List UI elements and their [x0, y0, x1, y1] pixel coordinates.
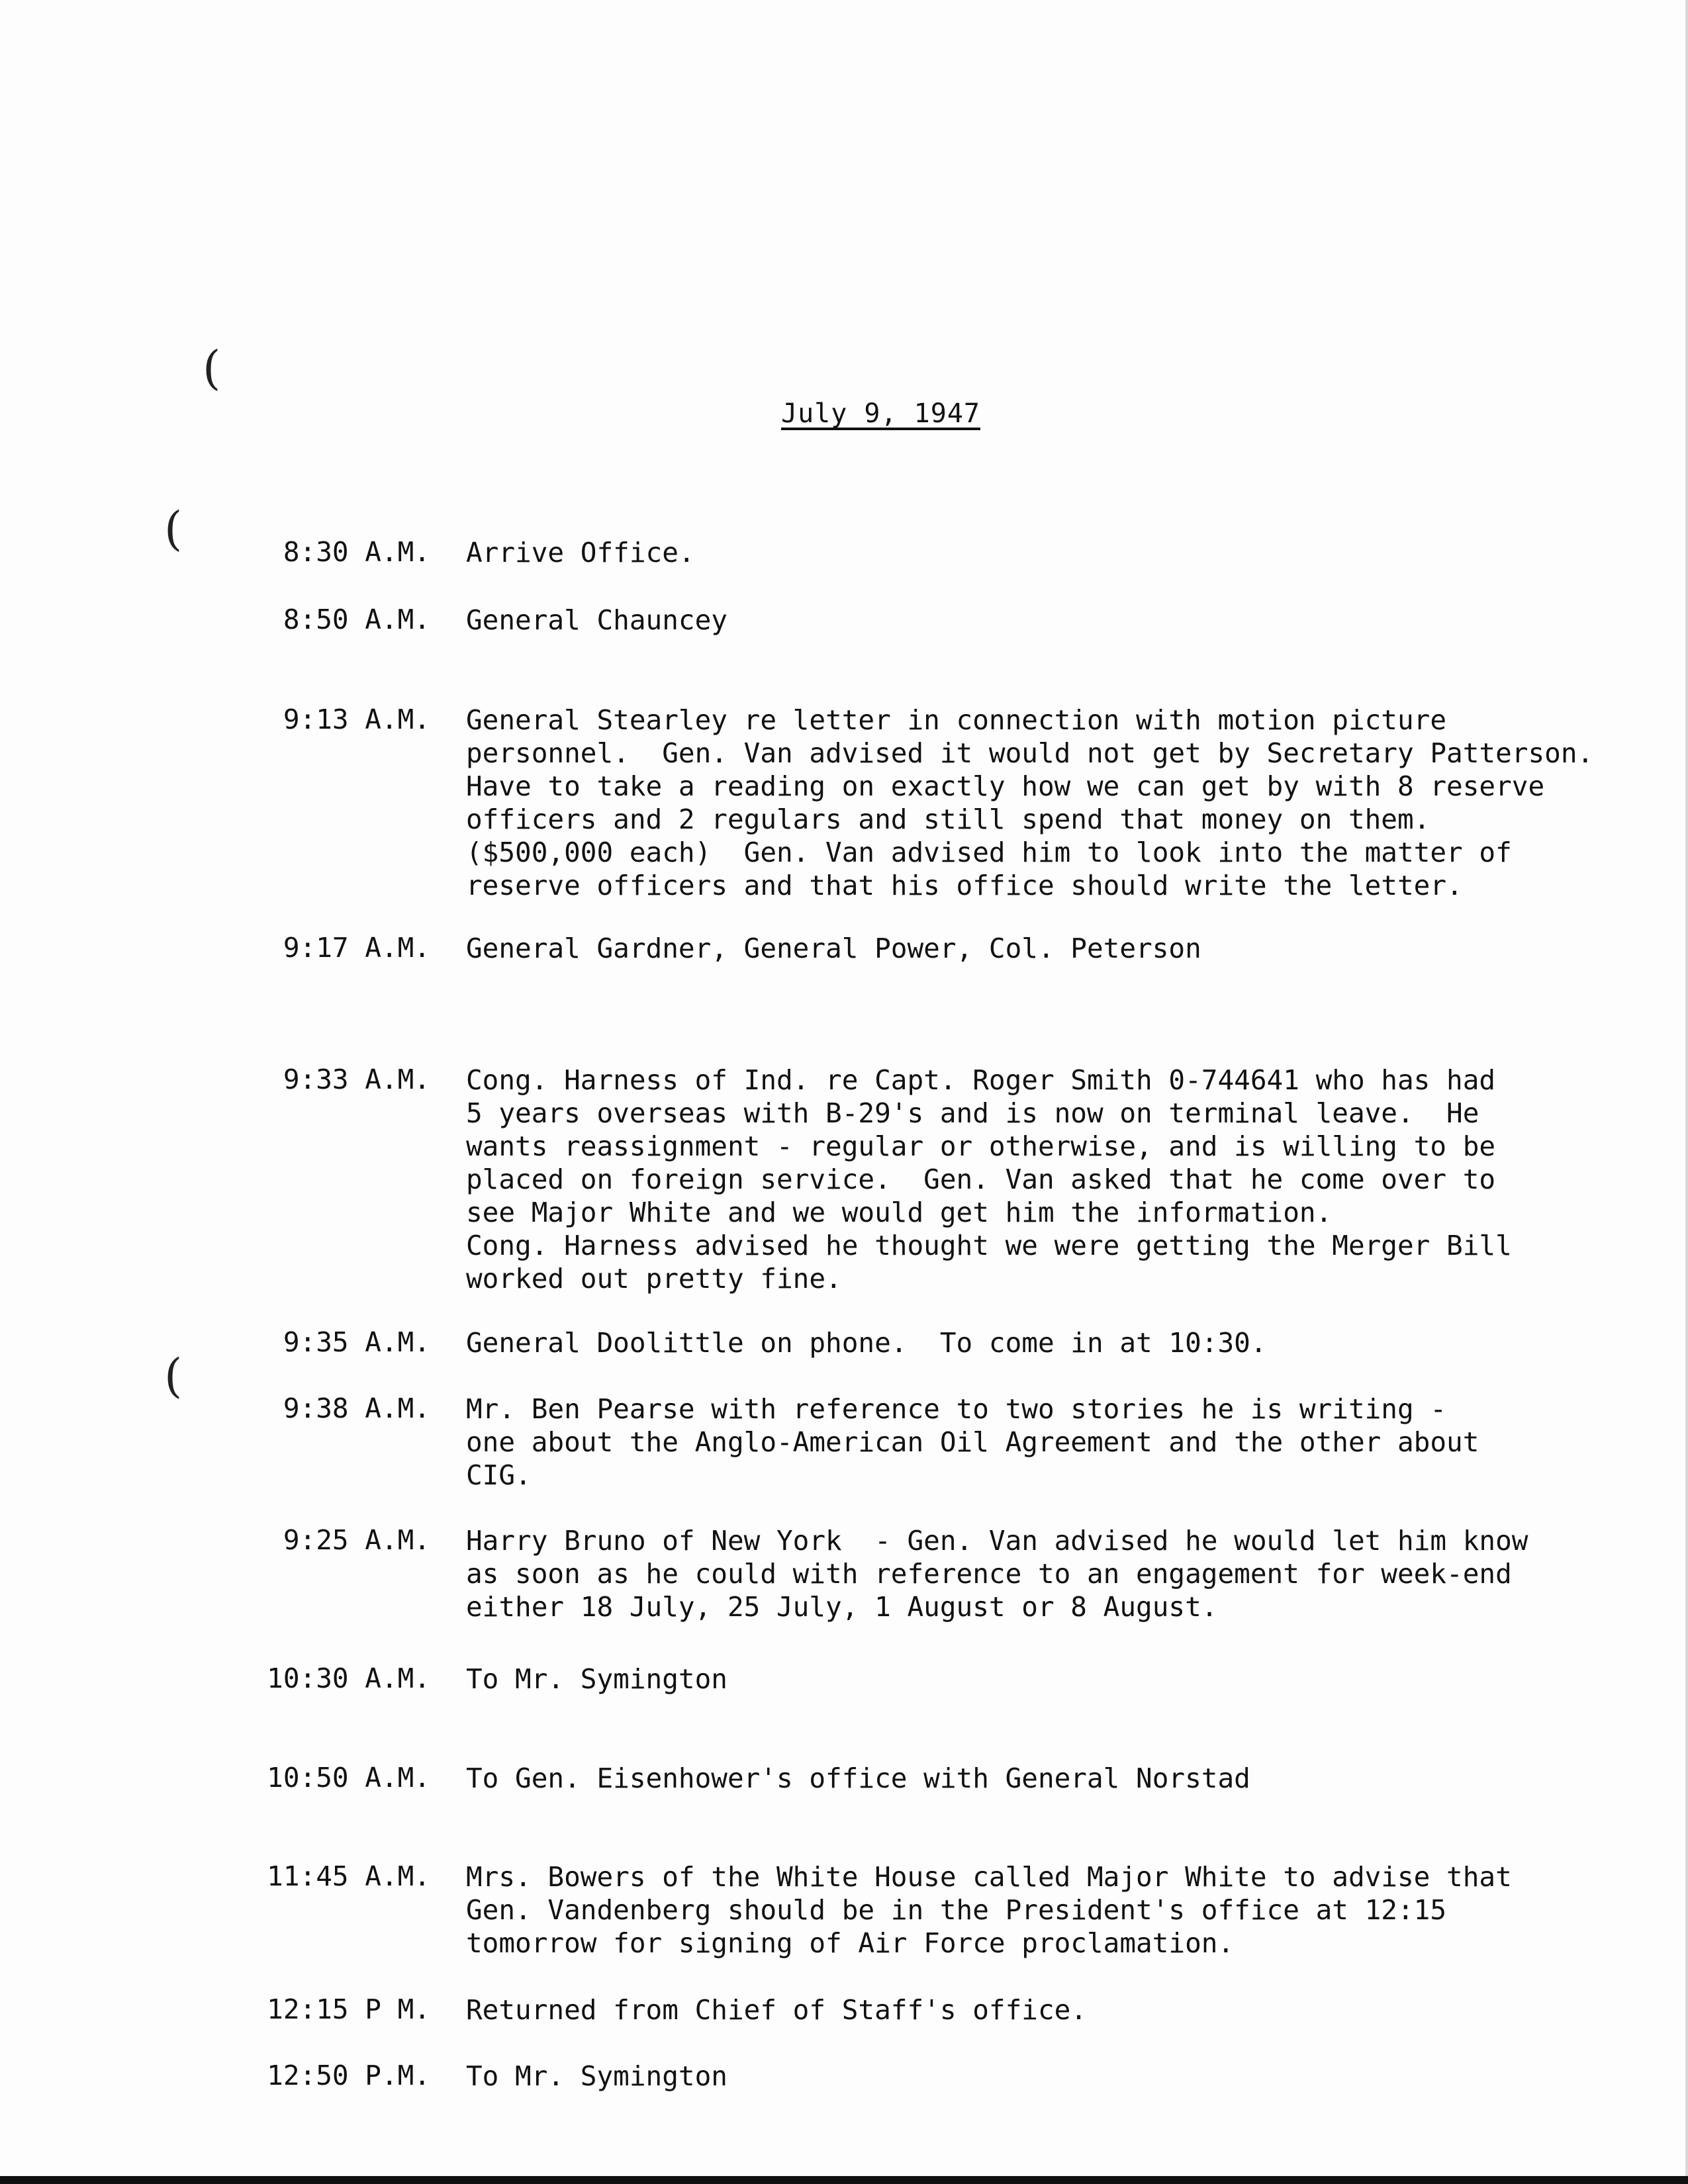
- entry-time: 12:50 P.M.: [267, 2060, 430, 2091]
- margin-mark: (: [164, 1349, 183, 1403]
- entry-time: 8:30 A.M.: [283, 536, 430, 568]
- entry-text: General Stearley re letter in connection with motion picture personnel. Gen. Van advised it would not get by Secretary Patterson. Have to take a reading on exactly how we can get by with 8 reserve officers and 2 regulars and still spend that money on them. ($500,000 each) Gen. Van advised him to look into the matter of reserve officers and that his office should write the letter.: [466, 704, 1594, 901]
- entry-text: To Gen. Eisenhower's office with General Norstad: [466, 1762, 1250, 1794]
- entry-text: To Mr. Symington: [466, 1663, 727, 1695]
- margin-mark: (: [203, 341, 221, 395]
- entry-time: 9:33 A.M.: [283, 1064, 430, 1095]
- margin-mark: (: [164, 502, 183, 556]
- entry-time: 11:45 A.M.: [267, 1860, 430, 1892]
- entry-time: 9:25 A.M.: [283, 1524, 430, 1556]
- entry-time: 9:13 A.M.: [283, 704, 430, 735]
- page-edge: [1685, 0, 1688, 2184]
- entry-text: Harry Bruno of New York - Gen. Van advised he would let him know as soon as he could with reference to an engagement for week-end either 18 July, 25 July, 1 August or 8 August.: [466, 1525, 1528, 1623]
- entry-text: General Gardner, General Power, Col. Peterson: [466, 933, 1201, 964]
- entry-text: General Chauncey: [466, 604, 727, 636]
- entry-text: Mr. Ben Pearse with reference to two stories he is writing - one about the Anglo-American Oil Agreement and the other about CIG.: [466, 1393, 1479, 1491]
- entry-time: 9:38 A.M.: [283, 1392, 430, 1424]
- entry-time: 10:50 A.M.: [267, 1762, 430, 1794]
- entry-time: 9:35 A.M.: [283, 1326, 430, 1358]
- entry-time: 8:50 A.M.: [283, 604, 430, 635]
- scan-border: [0, 2176, 1688, 2184]
- entry-text: Arrive Office.: [466, 537, 695, 569]
- entry-text: General Doolittle on phone. To come in at 10:30.: [466, 1327, 1267, 1359]
- entry-time: 10:30 A.M.: [267, 1662, 430, 1694]
- entry-text: Cong. Harness of Ind. re Capt. Roger Smith 0-744641 who has had 5 years overseas with B-29's and is now on terminal leave. He wants reassignment - regular or otherwise, and is willing to be placed on foreign service. Gen. Van asked that he come over to see Major White and we would get him the information. Cong. Harness advised he thought we were getting the Merger Bill worked out pretty fine.: [466, 1064, 1512, 1295]
- entry-time: 9:17 A.M.: [283, 932, 430, 964]
- entry-text: Returned from Chief of Staff's office.: [466, 1994, 1087, 2026]
- date-heading: July 9, 1947: [781, 398, 980, 429]
- entry-text: To Mr. Symington: [466, 2060, 727, 2092]
- entry-text: Mrs. Bowers of the White House called Major White to advise that Gen. Vandenberg should be in the President's office at 12:15 tomorrow for signing of Air Force proclamation.: [466, 1861, 1512, 1959]
- entry-time: 12:15 P M.: [267, 1993, 430, 2025]
